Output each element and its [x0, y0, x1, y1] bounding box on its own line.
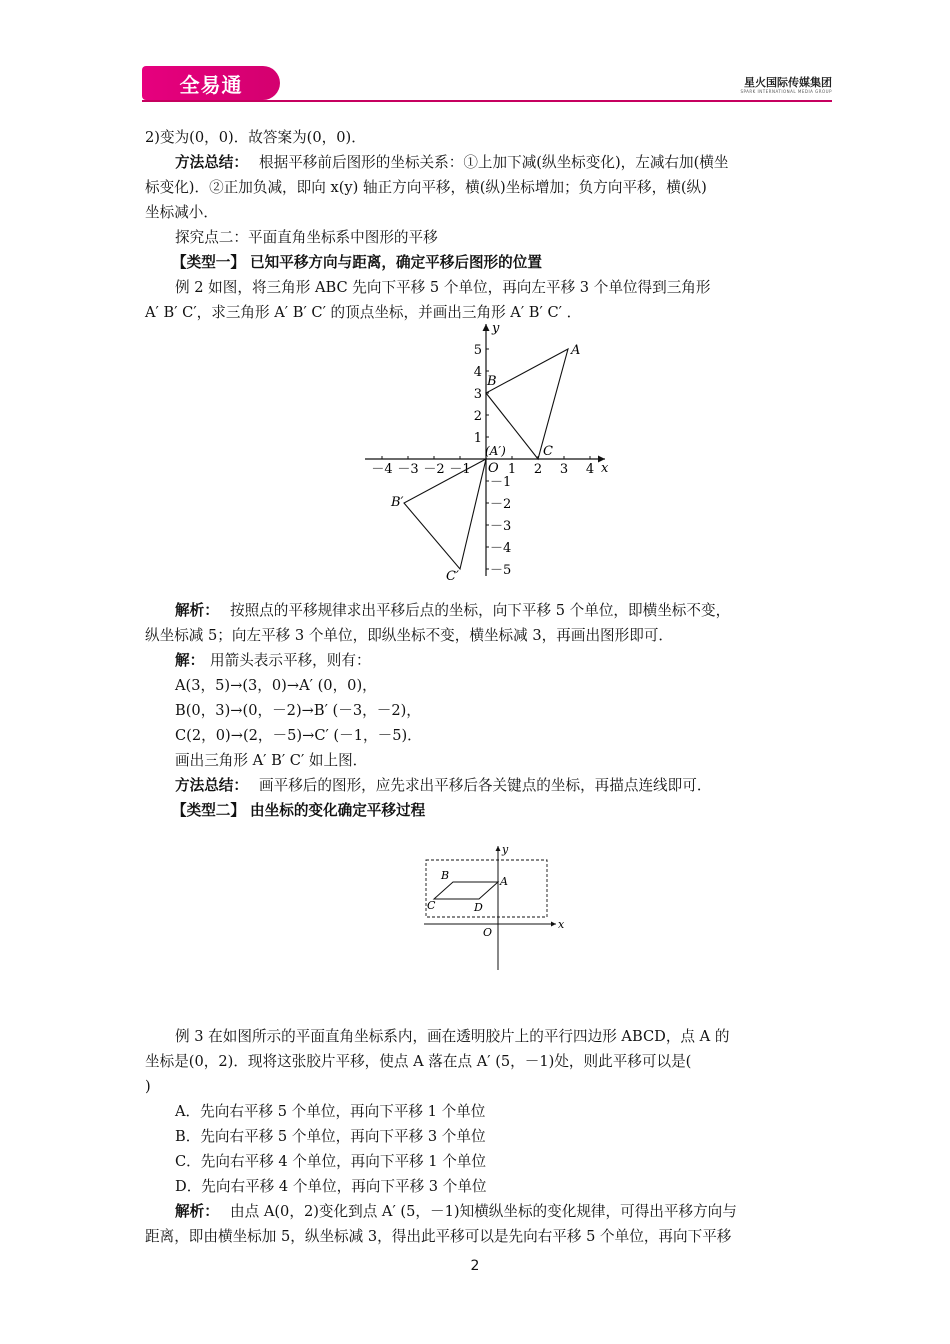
point-B-label: B [441, 869, 450, 882]
method-summary-label: 方法总结： [175, 154, 248, 171]
x-tick-label: －2 [423, 462, 445, 477]
y-tick-label: 1 [473, 431, 482, 446]
text-line: 画平移后的图形，应先求出平移后各关键点的坐标，再描点连线即可． [259, 777, 712, 794]
triangle-ABC [486, 349, 568, 459]
choice-A: A．先向右平移 5 个单位，再向下平移 1 个单位 [175, 1103, 486, 1120]
method-summary-label: 方法总结： [175, 777, 248, 794]
brand-logo: 全易通 [142, 66, 280, 100]
parallelogram-ABCD [434, 882, 498, 899]
origin-label: O [488, 461, 499, 476]
y-tick-label: －3 [490, 519, 512, 534]
choice-B: B．先向右平移 5 个单位，再向下平移 3 个单位 [175, 1128, 486, 1145]
text-line: 坐标减小． [145, 204, 218, 221]
example-text: 例 2 如图，将三角形 ABC 先向下平移 5 个单位，再向左平移 3 个单位得到三角形 [175, 279, 711, 296]
choice-D: D．先向右平移 4 个单位，再向下平移 3 个单位 [175, 1178, 487, 1195]
text-line: 用箭头表示平移，则有： [210, 652, 371, 669]
text-line: 画出三角形 A′ B′ C′ 如上图． [175, 752, 368, 769]
text-line: C(2，0)→(2，－5)→C′ (－1，－5)． [175, 727, 422, 744]
point-A-label: A [571, 343, 581, 358]
point-D-label: D [474, 901, 483, 914]
company-name: 星火国际传媒集团 [744, 76, 832, 89]
point-B-label: B [487, 374, 497, 389]
text-line: 按照点的平移规律求出平移后点的坐标，向下平移 5 个单位，即横坐标不变， [230, 602, 731, 619]
x-tick-label: 3 [559, 462, 569, 477]
point-A-label: A [500, 875, 508, 888]
y-axis-label: y [492, 321, 500, 336]
example-text: 坐标是(0，2)．现将这张胶片平移，使点 A 落在点 A′ (5，－1)处，则此平移可以是( [145, 1053, 692, 1070]
y-tick-label: －4 [490, 541, 512, 556]
point-C-label: C [427, 899, 436, 912]
point-B-prime-label: B′ [391, 495, 404, 510]
point-C-prime-label: C′ [446, 569, 459, 580]
x-axis-label: x [558, 918, 565, 931]
y-tick-label: －5 [490, 563, 512, 578]
y-tick-label: 4 [473, 365, 482, 380]
analysis-label: 解析： [175, 602, 219, 619]
x-tick-label: 4 [585, 462, 595, 477]
section-heading: 探究点二：平面直角坐标系中图形的平移 [175, 229, 438, 246]
text-line: 由点 A(0，2)变化到点 A′ (5，－1)知横纵坐标的变化规律，可得出平移方向与 [230, 1203, 737, 1220]
x-tick-label: －4 [371, 462, 393, 477]
y-tick-label: 3 [473, 387, 482, 402]
text-line: 标变化)．②正加负减，即向 x(y) 轴正方向平移，横(纵)坐标增加；负方向平移，横(纵) [145, 179, 707, 196]
x-tick-label: 2 [533, 462, 543, 477]
example-text: ) [145, 1078, 151, 1095]
origin-label: O [483, 926, 493, 939]
text-line: 距离，即由横坐标加 5，纵坐标减 3，得出此平移可以是先向右平移 5 个单位，再向下平移 [145, 1228, 732, 1245]
solution-label: 解： [175, 652, 205, 669]
x-axis-label: x [601, 461, 609, 476]
text-line: B(0，3)→(0，－2)→B′ (－3，－2)， [175, 702, 421, 719]
text-line: 2)变为(0，0)．故答案为(0，0)． [145, 129, 366, 146]
text-line: A(3，5)→(3，0)→A′ (0，0)， [175, 677, 377, 694]
x-tick-label: 1 [507, 462, 517, 477]
example-text: 例 3 在如图所示的平面直角坐标系内，画在透明胶片上的平行四边形 ABCD，点 A 的 [175, 1028, 730, 1045]
figure-2-coordinate-plane [418, 840, 568, 974]
y-tick-label: －1 [490, 475, 512, 490]
type-heading: 【类型一】 已知平移方向与距离，确定平移后图形的位置 [172, 254, 542, 271]
header-rule [142, 100, 832, 102]
point-C-label: C [543, 444, 553, 459]
example-text: A′ B′ C′，求三角形 A′ B′ C′ 的顶点坐标，并画出三角形 A′ B′ C′ ． [145, 304, 582, 321]
y-tick-label: 5 [473, 343, 482, 358]
point-A-prime-label: (A′) [485, 444, 506, 458]
choice-C: C．先向右平移 4 个单位，再向下平移 1 个单位 [175, 1153, 486, 1170]
x-tick-label: －3 [397, 462, 419, 477]
type-heading: 【类型二】 由坐标的变化确定平移过程 [172, 802, 426, 819]
x-tick-label: －1 [449, 462, 471, 477]
analysis-label: 解析： [175, 1203, 219, 1220]
y-tick-label: －2 [490, 497, 512, 512]
text-line: 纵坐标减 5；向左平移 3 个单位，即纵坐标不变，横坐标减 3，再画出图形即可． [145, 627, 674, 644]
figure-1-coordinate-plane [360, 318, 620, 580]
text-line: 根据平移前后图形的坐标关系：①上加下减(纵坐标变化)，左减右加(横坐 [259, 154, 729, 171]
y-axis-label: y [502, 843, 509, 856]
y-tick-label: 2 [473, 409, 482, 424]
company-name-en: SPARK INTERNATIONAL MEDIA GROUP [740, 89, 832, 94]
page-number: 2 [470, 1258, 480, 1274]
